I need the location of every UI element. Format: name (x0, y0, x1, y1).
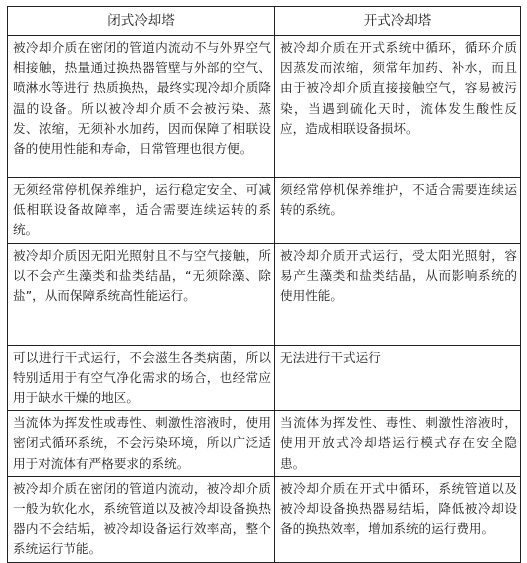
closed-tower-cell: 无须经常停机保养维护，运行稳定安全、可减低相联设备故障率，适合需要连续运转的系统。 (8, 178, 275, 244)
closed-tower-cell: 被冷却介质在密闭的管道内流动，被冷却介质一般为软化水，系统管道以及被冷却设备换热器内不会结垢，被冷却设备运行效率高，整个系统运行节能。 (8, 476, 275, 562)
cooling-tower-comparison-table (7, 6, 521, 563)
closed-tower-cell: 被冷却介质因无阳光照射且不与空气接触，所以不会产生藻类和盐类结晶，“无须除藻、除盐”，从而保障系统高性能运行。 (8, 243, 275, 345)
closed-tower-cell: 被冷却介质在密闭的管道内流动不与外界空气相接触，热量通过换热器管壁与外部的空气、喷淋水等进行 热质换热，最终实现冷却介质降温的设备。所以被冷却介质不会被污染、蒸发、浓缩，无须补水加药，因而保障了相联设备的使用性能和寿命，日常管理也很方便。 (8, 36, 275, 178)
table-row (8, 36, 521, 178)
open-tower-cell: 被冷却介质在开式系统中循环，循环介质因蒸发而浓缩，须常年加药、补水，而且由于被冷却介质直接接触空气，容易被污染，当遇到硫化天时，流体发生酸性反应，造成相联设备损坏。 (275, 36, 521, 178)
closed-tower-cell: 可以进行干式运行，不会滋生各类病菌，所以特别适用于有空气净化需求的场合，也经常应用于缺水干燥的地区。 (8, 345, 275, 411)
closed-tower-cell: 当流体为挥发性或毒性、刺激性溶液时，使用密闭式循环系统，不会污染环境，所以广泛适用于对流体有严格要求的系统。 (8, 411, 275, 477)
table-row (8, 411, 521, 477)
table-row (8, 178, 521, 244)
comparison-table-container (7, 6, 520, 563)
header-closed-tower: 闭式冷却塔 (8, 7, 275, 36)
table-row (8, 243, 521, 345)
open-tower-cell: 无法进行干式运行 (275, 345, 521, 411)
open-tower-cell: 被冷却介质开式运行，受太阳光照射，容易产生藻类和盐类结晶，从而影响系统的使用性能。 (275, 243, 521, 345)
header-open-tower: 开式冷却塔 (275, 7, 521, 36)
open-tower-cell: 当流体为挥发性、毒性、刺激性溶液时，使用开放式冷却塔运行模式存在安全隐患。 (275, 411, 521, 477)
table-header-row (8, 7, 521, 36)
open-tower-cell: 被冷却介质在开式中循环，系统管道以及被冷却设备换热器易结垢，降低被冷却设备的换热效率，增加系统的运行费用。 (275, 476, 521, 562)
table-row (8, 476, 521, 562)
table-row (8, 345, 521, 411)
open-tower-cell: 须经常停机保养维护，不适合需要连续运转的系统。 (275, 178, 521, 244)
